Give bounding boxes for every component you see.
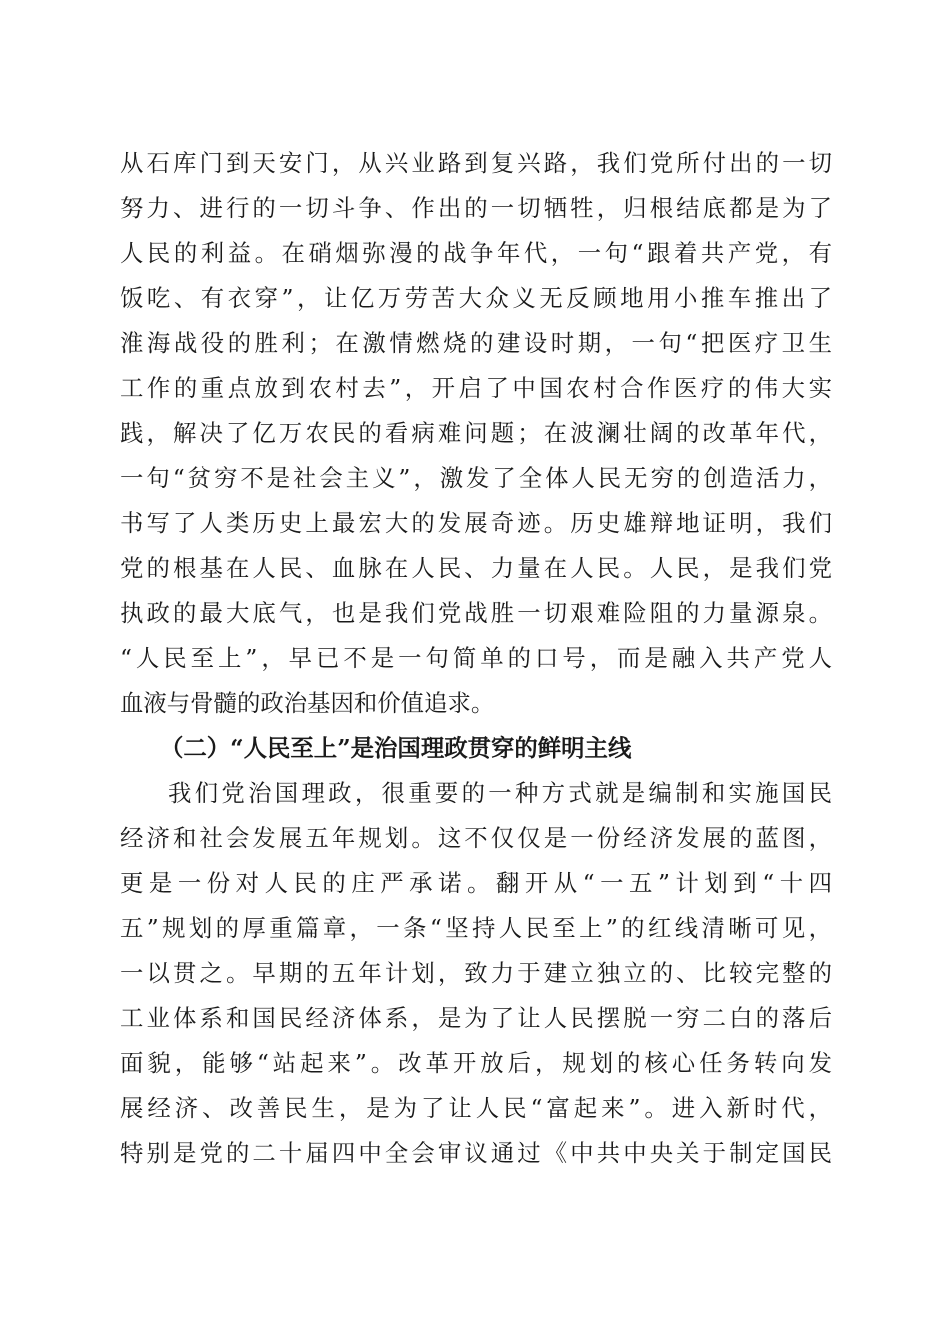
text-line: 展经济、改善民生，是为了让人民“富起来”。进入新时代， [120, 1094, 832, 1122]
text-line: 书写了人类历史上最宏大的发展奇迹。历史雄辩地证明，我们 [120, 509, 832, 537]
text-line: 更是一份对人民的庄严承诺。翻开从“一五”计划到“十四 [120, 869, 832, 897]
text-line: 经济和社会发展五年规划。这不仅仅是一份经济发展的蓝图， [120, 824, 832, 852]
text-line: 我们党治国理政，很重要的一种方式就是编制和实施国民 [168, 779, 832, 807]
paragraph-five-year-plans [120, 771, 832, 1176]
text-line: 血液与骨髓的政治基因和价值追求。 [120, 689, 495, 717]
text-line: 人民的利益。在硝烟弥漫的战争年代，一句“跟着共产党，有 [120, 239, 832, 267]
text-line: 五”规划的厚重篇章，一条“坚持人民至上”的红线清晰可见， [120, 914, 832, 942]
text-line: 饭吃、有衣穿”，让亿万劳苦大众义无反顾地用小推车推出了 [120, 284, 832, 312]
text-line: 淮海战役的胜利；在激情燃烧的建设时期，一句“把医疗卫生 [120, 329, 832, 357]
text-line: 特别是党的二十届四中全会审议通过《中共中央关于制定国民 [120, 1139, 832, 1167]
text-line: 党的根基在人民、血脉在人民、力量在人民。人民，是我们党 [120, 554, 832, 582]
section-heading: （二）“人民至上”是治国理政贯穿的鲜明主线 [160, 734, 632, 762]
paragraph-people-interests [120, 141, 832, 726]
text-line: “人民至上”，早已不是一句简单的口号，而是融入共产党人 [120, 644, 832, 672]
text-line: 从石库门到天安门，从兴业路到复兴路，我们党所付出的一切 [120, 149, 832, 177]
text-line: 工业体系和国民经济体系，是为了让人民摆脱一穷二白的落后 [120, 1004, 832, 1032]
text-line: 执政的最大底气，也是我们党战胜一切艰难险阻的力量源泉。 [120, 599, 832, 627]
text-line: 一以贯之。早期的五年计划，致力于建立独立的、比较完整的 [120, 959, 832, 987]
document-page [120, 141, 832, 1176]
text-line: 践，解决了亿万农民的看病难问题；在波澜壮阔的改革年代， [120, 419, 832, 447]
text-line: 工作的重点放到农村去”，开启了中国农村合作医疗的伟大实 [120, 374, 832, 402]
text-line: 面貌，能够“站起来”。改革开放后，规划的核心任务转向发 [120, 1049, 832, 1077]
text-line: 努力、进行的一切斗争、作出的一切牺牲，归根结底都是为了 [120, 194, 832, 222]
text-line: 一句“贫穷不是社会主义”，激发了全体人民无穷的创造活力， [120, 464, 832, 492]
